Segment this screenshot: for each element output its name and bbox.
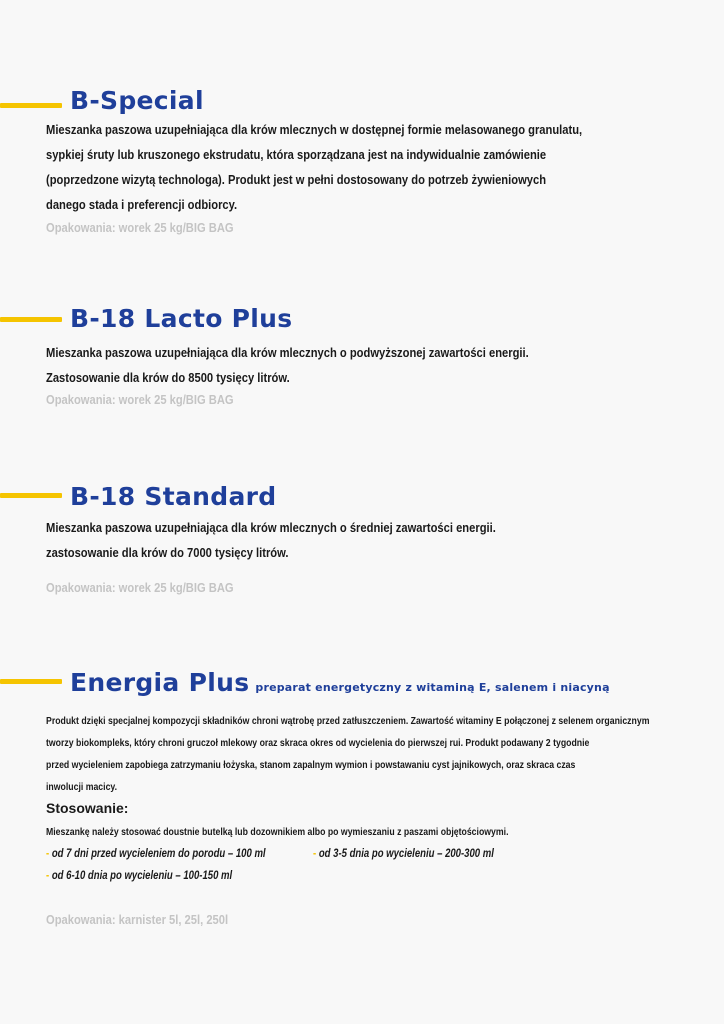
product-description [46,515,646,565]
product-b-special [0,86,724,116]
packaging-text: Opakowania: worek 25 kg/BIG BAG [46,220,234,235]
product-title: B-Special [70,86,204,115]
product-b18-standard [0,482,724,512]
product-header [0,304,724,334]
product-energia-plus [0,668,724,698]
product-title: B-18 Lacto Plus [70,304,293,333]
packaging-text: Opakowania: worek 25 kg/BIG BAG [46,580,234,595]
product-title-text: Energia Plus [70,668,250,697]
description-line: inwolucji macicy. [46,781,118,793]
packaging-info [46,220,264,235]
usage-block [46,821,706,887]
product-header [0,482,724,512]
packaging-info [46,580,264,595]
description-line: sypkiej śruty lub kruszonego ekstrudatu, która sporządzana jest na indywidualnie zamówienie [46,147,547,162]
product-header [0,668,724,698]
accent-bar [0,103,62,108]
description-line: danego stada i preferencji odbiorcy. [46,197,238,212]
product-header [0,86,724,116]
dose-item [313,843,494,865]
dose-text: od 7 dni przed wycieleniem do porodu – 100 ml [51,848,266,860]
description-line: Mieszanka paszowa uzupełniająca dla krów mlecznych o podwyższonej zawartości energii. [46,345,529,360]
accent-bar [0,679,62,684]
usage-heading: Stosowanie: [46,800,129,816]
description-line: przed wycieleniem zapobiega zatrzymaniu łożyska, stanom zapalnym wymion i powstawaniu cyst jajnikowych, oraz skraca czas [46,759,576,771]
description-line: Produkt dzięki specjalnej kompozycji składników chroni wątrobę przed zatłuszczeniem. Zawartość witaminy E połączonej z selenem organicznym [46,715,650,727]
description-line: Zastosowanie dla krów do 8500 tysięcy litrów. [46,370,290,385]
dose-dash: - [46,870,52,882]
dose-item [46,843,266,865]
packaging-text: Opakowania: worek 25 kg/BIG BAG [46,392,234,407]
product-description [46,710,706,798]
description-line: Mieszanka paszowa uzupełniająca dla krów mlecznych w dostępnej formie melasowanego granulatu, [46,122,583,137]
dose-dash: - [46,848,52,860]
packaging-info [46,392,264,407]
product-title [70,668,610,697]
packaging-text: Opakowania: karnister 5l, 25l, 250l [46,912,229,927]
accent-bar [0,493,62,498]
product-title: B-18 Standard [70,482,277,511]
dose-text: od 6-10 dnia po wycieleniu – 100-150 ml [51,870,233,882]
description-line: Mieszanka paszowa uzupełniająca dla krów mlecznych o średniej zawartości energii. [46,520,496,535]
dose-item [46,865,232,887]
product-description [46,340,646,390]
description-line: (poprzedzone wizytą technologa). Produkt jest w pełni dostosowany do potrzeb żywieniowych [46,172,547,187]
usage-text: Mieszankę należy stosować doustnie butelką lub dozownikiem albo po wymieszaniu z paszami objętościowymi. [46,826,509,838]
description-line: zastosowanie dla krów do 7000 tysięcy litrów. [46,545,289,560]
packaging-info [46,912,258,927]
accent-bar [0,317,62,322]
dose-dash: - [313,848,320,860]
dose-text: od 3-5 dnia po wycieleniu – 200-300 ml [319,848,495,860]
product-subtitle: preparat energetyczny z witaminą E, salenem i niacyną [255,681,610,694]
description-line: tworzy biokompleks, który chroni gruczoł mlekowy oraz skraca okres od wycielenia do pierwszej rui. Produkt podawany 2 tygodnie [46,737,590,749]
product-b18-lacto-plus [0,304,724,334]
product-description [46,117,646,217]
